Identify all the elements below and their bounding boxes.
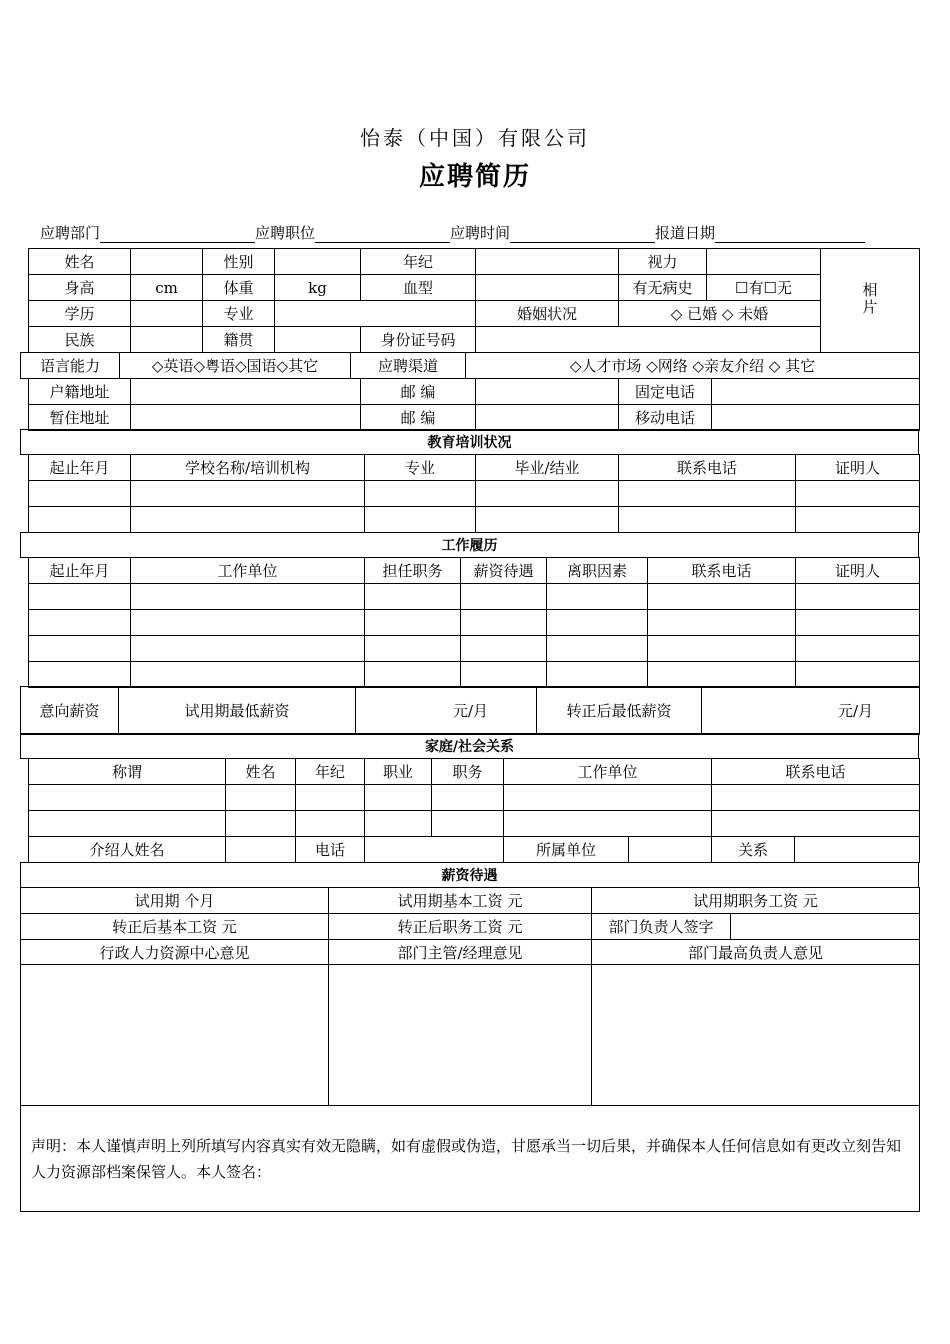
table-cell[interactable] [131,481,365,507]
age-field[interactable] [476,249,619,275]
table-row [29,811,920,837]
name-field[interactable] [131,249,203,275]
probation-min-salary-label: 试用期最低薪资 [119,687,356,735]
table-cell[interactable] [476,481,619,507]
regular-min-salary-field[interactable]: 元/月 [702,687,920,735]
landline-label: 固定电话 [619,379,712,405]
ethnicity-label: 民族 [29,327,131,353]
table-cell[interactable] [432,785,504,811]
work-header-leave-reason: 离职因素 [547,558,648,584]
work-section-header [20,532,919,558]
postcode-field[interactable] [476,379,619,405]
family-header-occupation: 职业 [365,759,432,785]
mobile-label: 移动电话 [619,405,712,431]
table-cell[interactable] [461,610,547,636]
postcode-label: 邮 编 [361,405,476,431]
postcode-field[interactable] [476,405,619,431]
pay-section-title: 薪资待遇 [21,863,919,888]
table-cell[interactable] [547,636,648,662]
education-label: 学历 [29,301,131,327]
family-section-title: 家庭/社会关系 [21,734,919,759]
table-cell[interactable] [365,636,461,662]
hr-opinion-label: 行政人力资源中心意见 [21,940,329,965]
table-cell[interactable] [619,481,796,507]
table-cell[interactable] [547,662,648,688]
table-row [29,610,920,636]
table-cell[interactable] [547,584,648,610]
table-cell[interactable] [504,811,712,837]
marital-options[interactable]: ◇ 已婚 ◇ 未婚 [619,301,821,327]
family-header-employer: 工作单位 [504,759,712,785]
probation-min-salary-field[interactable]: 元/月 [356,687,537,735]
regular-base-pay-field[interactable]: 转正后基本工资 元 [21,914,329,940]
table-cell[interactable] [432,811,504,837]
table-cell[interactable] [648,662,796,688]
edu-header-graduation: 毕业/结业 [476,455,619,481]
family-header-phone: 联系电话 [712,759,920,785]
family-header-position: 职务 [432,759,504,785]
table-cell[interactable] [365,584,461,610]
table-cell[interactable] [29,636,131,662]
referrer-name-label: 介绍人姓名 [29,837,226,863]
postcode-label: 邮 编 [361,379,476,405]
table-row [29,785,920,811]
table-cell[interactable] [712,785,920,811]
ethnicity-field[interactable] [131,327,203,353]
origin-field[interactable] [275,327,361,353]
edu-header-dates: 起止年月 [29,455,131,481]
table-cell[interactable] [365,811,432,837]
landline-field[interactable] [712,379,920,405]
table-cell[interactable] [619,507,796,533]
manager-opinion-field[interactable] [329,965,592,1106]
table-cell[interactable] [796,507,920,533]
id-number-field[interactable] [476,327,821,353]
weight-label: 体重 [203,275,275,301]
dept-head-signature-field[interactable] [731,914,920,940]
table-cell[interactable] [547,610,648,636]
education-field[interactable] [131,301,203,327]
major-label: 专业 [203,301,275,327]
work-header-salary: 薪资待遇 [461,558,547,584]
dept-label: 应聘部门 [40,224,101,242]
vision-field[interactable] [707,249,821,275]
illness-label: 有无病史 [619,275,707,301]
family-table [28,758,920,837]
application-info-line [40,222,865,243]
origin-label: 籍贯 [203,327,275,353]
blood-label: 血型 [361,275,476,301]
referrer-unit-field[interactable] [629,837,712,863]
position-label: 应聘职位 [255,224,316,242]
work-header-witness: 证明人 [796,558,920,584]
table-cell[interactable] [296,811,365,837]
table-cell[interactable] [29,811,226,837]
table-row [29,636,920,662]
temp-address-label: 暂住地址 [29,405,131,431]
blood-field[interactable] [476,275,619,301]
family-header-title: 称谓 [29,759,226,785]
photo-label: 相片 [860,281,879,316]
expected-salary-table [20,686,920,735]
probation-base-pay-field[interactable]: 试用期基本工资 元 [329,888,592,914]
work-header-phone: 联系电话 [648,558,796,584]
language-channel-table [20,352,920,379]
major-field[interactable] [275,301,476,327]
table-cell[interactable] [504,785,712,811]
regular-min-salary-label: 转正后最低薪资 [537,687,702,735]
top-head-opinion-label: 部门最高负责人意见 [592,940,920,965]
table-cell[interactable] [131,610,365,636]
table-cell[interactable] [131,636,365,662]
gender-field[interactable] [275,249,361,275]
table-cell[interactable] [648,636,796,662]
work-header-position: 担任职务 [365,558,461,584]
language-options[interactable]: ◇英语◇粤语◇国语◇其它 [120,353,351,379]
table-cell[interactable] [796,662,920,688]
table-cell[interactable] [648,584,796,610]
family-header-name: 姓名 [226,759,296,785]
age-label: 年纪 [361,249,476,275]
photo-box[interactable] [821,249,920,353]
work-header-employer: 工作单位 [131,558,365,584]
table-cell[interactable] [648,610,796,636]
table-row [29,507,920,533]
report-date-label: 报道日期 [655,224,716,242]
edu-header-phone: 联系电话 [619,455,796,481]
referrer-phone-label: 电话 [296,837,365,863]
table-cell[interactable] [461,584,547,610]
id-number-label: 身份证号码 [361,327,476,353]
company-name: 怡泰（中国）有限公司 [360,126,590,150]
height-unit[interactable]: cm [131,275,203,301]
table-cell[interactable] [365,610,461,636]
table-cell[interactable] [29,507,131,533]
table-cell[interactable] [29,610,131,636]
table-cell[interactable] [365,662,461,688]
work-section-title: 工作履历 [21,533,919,558]
referrer-unit-label: 所属单位 [504,837,629,863]
table-cell[interactable] [131,584,365,610]
table-row [29,662,920,688]
table-cell[interactable] [796,481,920,507]
time-label: 应聘时间 [450,224,511,242]
referrer-table [28,836,920,863]
height-label: 身高 [29,275,131,301]
edu-header-witness: 证明人 [796,455,920,481]
table-cell[interactable] [365,785,432,811]
probation-period-field[interactable]: 试用期 个月 [21,888,329,914]
table-cell[interactable] [461,662,547,688]
work-table [28,557,920,688]
referrer-relation-field[interactable] [795,837,920,863]
table-cell[interactable] [29,662,131,688]
table-cell[interactable] [29,785,226,811]
regular-duty-pay-field[interactable]: 转正后职务工资 元 [329,914,592,940]
education-table [28,454,920,533]
page-title: 应聘简历 [418,162,531,192]
table-cell[interactable] [712,811,920,837]
manager-opinion-label: 部门主管/经理意见 [329,940,592,965]
referrer-relation-label: 关系 [712,837,795,863]
personal-info-table [28,248,920,353]
probation-duty-pay-field[interactable]: 试用期职务工资 元 [592,888,920,914]
vision-label: 视力 [619,249,707,275]
report-date-field[interactable] [715,226,865,243]
family-section-header [20,733,919,759]
work-header-dates: 起止年月 [29,558,131,584]
pay-section-header [20,862,919,888]
gender-label: 性别 [203,249,275,275]
table-cell[interactable] [296,785,365,811]
table-cell[interactable] [131,507,365,533]
table-cell[interactable] [365,507,476,533]
edu-header-school: 学校名称/培训机构 [131,455,365,481]
address-table [28,378,920,431]
temp-address-field[interactable] [131,405,361,431]
name-label: 姓名 [29,249,131,275]
hukou-address-field[interactable] [131,379,361,405]
mobile-field[interactable] [712,405,920,431]
table-cell[interactable] [461,636,547,662]
language-label: 语言能力 [21,353,120,379]
top-head-opinion-field[interactable] [592,965,920,1106]
referrer-name-field[interactable] [226,837,296,863]
edu-header-major: 专业 [365,455,476,481]
channel-label: 应聘渠道 [351,353,466,379]
dept-head-signature-label: 部门负责人签字 [592,914,731,940]
channel-options[interactable]: ◇人才市场 ◇网络 ◇亲友介绍 ◇ 其它 [466,353,920,379]
education-section-header [20,429,919,455]
table-cell[interactable] [796,636,920,662]
marital-label: 婚姻状况 [476,301,619,327]
referrer-phone-field[interactable] [365,837,504,863]
table-cell[interactable] [796,610,920,636]
expected-salary-label: 意向薪资 [21,687,119,735]
declaration-text: 声明：本人谨慎声明上列所填写内容真实有效无隐瞒，如有虚假或伪造，甘愿承当一切后果，并确保本人任何信息如有更改立刻告知人力资源部档案保管人。本人签名： [21,1106,920,1212]
illness-options[interactable]: ☐有☐无 [707,275,821,301]
pay-table [20,887,920,1212]
table-cell[interactable] [365,481,476,507]
position-field[interactable] [315,226,450,243]
weight-unit[interactable]: kg [275,275,361,301]
table-cell[interactable] [29,481,131,507]
table-cell[interactable] [131,662,365,688]
table-row [29,481,920,507]
hukou-address-label: 户籍地址 [29,379,131,405]
dept-field[interactable] [100,226,255,243]
hr-opinion-field[interactable] [21,965,329,1106]
table-cell[interactable] [476,507,619,533]
table-cell[interactable] [226,811,296,837]
education-section-title: 教育培训状况 [21,430,919,455]
time-field[interactable] [510,226,655,243]
table-cell[interactable] [226,785,296,811]
table-cell[interactable] [29,584,131,610]
table-cell[interactable] [796,584,920,610]
family-header-age: 年纪 [296,759,365,785]
table-row [29,584,920,610]
